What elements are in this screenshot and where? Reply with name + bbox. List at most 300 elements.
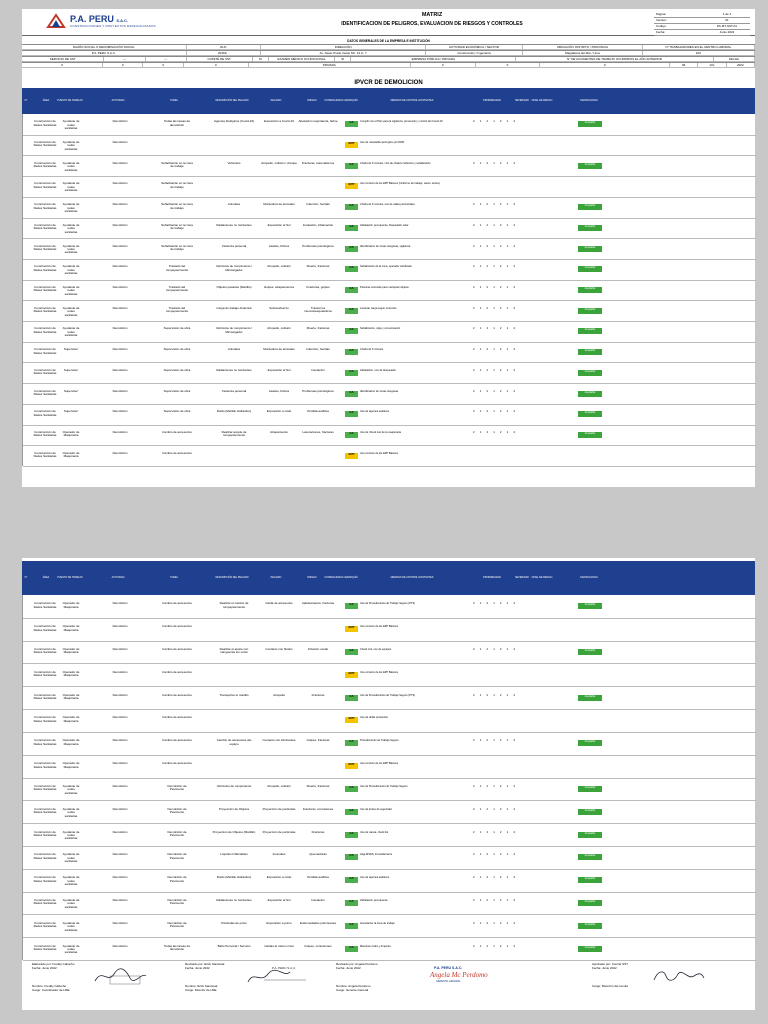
area-cell: Construcción de Redes Sanitarias [33,830,57,837]
activity-cell: Demolición [112,223,128,227]
hierarchy-tag: CA [345,649,358,655]
control-measure-cell: Uso de lentes de seguridad [360,807,392,811]
significance-badge: Aceptable [578,204,602,210]
score-cell: 2 1 2 1 2 1 4 [473,648,518,652]
area-cell: Construcción de Redes Sanitarias [33,876,57,883]
consequence-cell: Fracturas, traumatismos [301,161,335,165]
task-cell: Cambio de accesorios [162,739,192,743]
hazard-table [22,595,756,960]
control-measure-cell: Uso de tapones auditivos [360,410,390,414]
score-cell: 2 1 2 1 2 1 4 [473,306,518,310]
puesto-cell: Ayudante de redes sanitarias [62,306,80,317]
table-row [23,280,756,302]
score-cell: 2 1 2 1 2 1 4 [473,784,518,788]
risk-cell: Mordedura de animales [263,203,295,207]
hierarchy-tag: CA [345,121,358,127]
task-cell: Todas las tareas de demolición [163,944,190,951]
table-row [23,342,756,364]
control-measure-cell: Uso de Procedimiento de Trabajo Seguro (PTS) [360,602,416,606]
area-cell: Construcción de Redes Sanitarias [33,716,57,723]
control-measure-cell: Mantener orden y limpieza [360,944,391,948]
puesto-cell: Operador de Maquinaria [62,602,80,609]
consequence-cell: Pérdida auditiva [307,876,329,880]
area-cell: Construcción de Redes Sanitarias [33,944,57,951]
puesto-cell: Ayudante de redes sanitarias [62,944,80,955]
significance-badge: Aceptable [578,854,602,860]
risk-cell: Atropello, colisión [267,265,291,269]
task-cell: Supervisión de obra [163,389,191,393]
consequence-cell: Irritación ocular [307,648,329,652]
puesto-cell: Ayudante de redes sanitarias [62,921,80,932]
column-header: PUESTO DE TRABAJO [57,576,83,579]
stamp-3-company: P.A. PERU S.A.C. [434,966,463,970]
hazard-cell: Agentes biológicos (Covid-19) [213,120,255,124]
column-header: PROBABILIDAD [483,576,501,579]
consequence-cell: Infección, heridas [306,348,330,352]
puesto-cell: Operador de Maquinaria [62,648,80,655]
activity-cell: Demolición [112,285,128,289]
area-cell: Construcción de Redes Sanitarias [33,784,57,792]
score-cell: 2 1 2 1 2 1 4 [473,348,518,352]
hazard-cell: Carga de trabajo dinámica [216,306,252,310]
consequence-cell: Insolación, inflamación [302,223,334,227]
risk-cell: Atrapamiento [270,430,288,434]
score-cell: 2 1 2 1 2 1 4 [473,368,518,372]
area-cell: Construcción de Redes Sanitarias [33,739,57,746]
hierarchy-tag: CA [345,603,358,609]
activity-cell: Demolición [112,120,128,124]
column-header: TAREA [170,576,178,579]
significance-badge: Aceptable [578,740,602,746]
signature-revisado-2: Revisado por: Angela Perdomo Fecha: Junio 2022 Nombre: Angela Perdomo Cargo: Gerente General [336,962,378,992]
risk-cell: Atropello, colisión [267,784,291,788]
consequence-cell: Fracturas, golpes [306,285,330,289]
table-row [23,155,756,177]
column-header: CONSECUENCIA [324,99,344,102]
table-row [23,404,756,426]
puesto-cell: Ayudante de redes sanitarias [62,244,80,255]
significance-badge: Aceptable [578,786,602,792]
control-measure-cell: Hidratación permanente, bloqueador solar [360,223,409,227]
control-measure-cell: Señalización, vigía y comunicación [360,327,401,331]
significance-badge: Aceptable [578,603,602,609]
hazard-cell: Objetos pesados (Martillo) [216,285,252,289]
table-row [23,300,756,322]
significance-badge: Aceptable [578,225,602,231]
control-measure-cell: Hoja MSDS, kit antiderrame [360,853,393,857]
significance-badge: Aceptable [578,308,602,314]
column-header: PUESTO DE TRABAJO [57,99,83,102]
significance-badge: Aceptable [578,695,602,701]
puesto-cell: Ayudante de redes sanitarias [62,223,80,234]
table-header [22,88,755,114]
signature-aprobado: Aprobado por: Comité SST Fecha: Junio 2022 Cargo: Miembro del comité [592,962,629,988]
activity-cell: Demolición [112,853,128,857]
hazard-cell: Ruido (Martillo Hidráulico) [216,876,252,880]
control-measure-cell: Humedecer la zona de trabajo [360,921,395,925]
puesto-cell: Ayudante de redes sanitarias [62,830,80,841]
activity-cell: Demolición [112,670,128,674]
general-row-2: P.A. PERU S.A.C. 20469... Av. Javier Prado Oeste Mz. 13 Lt. 7 Construcción / Ingeniería Magdalena del Mar / Lima 100 [22,50,755,56]
consequence-cell: Fracturas, contusiones [302,807,334,811]
activity-cell: Demolición [112,451,128,455]
task-cell: Traslado del rompepavimento [165,285,189,293]
hierarchy-tag: CA [345,854,358,860]
table-row [23,846,756,870]
table-row [23,618,756,642]
puesto-cell: Operador de Maquinaria [62,670,80,678]
activity-cell: Demolición [112,389,128,393]
risk-cell: Sobreesfuerzo [269,306,289,310]
control-measure-cell: Uso de tapones auditivos [360,876,390,880]
risk-cell: Contacto con lubricantes [262,739,296,743]
control-measure-cell: Uso correcto de los EPP Básicos [360,625,399,629]
table-row [23,686,756,710]
score-cell: 2 1 2 1 2 1 4 [473,944,518,948]
significance-badge: Aceptable [578,266,602,272]
control-measure-cell: Uso de doble protección [360,716,388,720]
activity-cell: Demolición [112,410,128,414]
score-cell: 2 1 2 1 2 1 4 [473,430,518,434]
hierarchy-tag: CA [345,163,358,169]
ipvcr-title: IPVCR DE DEMOLICION [354,80,423,86]
table-row [23,321,756,343]
puesto-cell: Ayudante de redes sanitarias [62,784,80,795]
puesto-cell: Operador de Maquinaria [62,625,80,632]
task-cell: Señalización en la zona de trabajo [161,244,193,251]
task-cell: Demolición de Pavimento [167,830,187,837]
risk-cell: Exposición al Sol [267,898,291,902]
consequence-cell: Muerte, fracturas [306,265,330,269]
significance-badge: Aceptable [578,287,602,293]
control-measure-cell: Charla de 5 minutos. Uso de chaleco reflectivo y señalización [360,161,431,165]
table-row [23,914,756,938]
column-header: JERARQUÍA [344,99,358,102]
column-header: ÁREA [42,99,50,102]
score-cell: 2 1 2 1 2 1 4 [473,876,518,880]
hazard-cell: Proyección de Objetos [218,807,250,811]
activity-cell: Demolición [112,739,128,743]
score-cell: 2 1 2 1 2 1 4 [473,120,518,124]
consequence-cell: Muerte, fracturas [306,784,330,788]
table-row [23,197,756,219]
consequence-cell: Golpes, contusiones [304,944,332,948]
hierarchy-tag: CA [345,832,358,838]
area-cell: Construcción de Redes Sanitarias [33,853,57,860]
significance-badge: Aceptable [578,163,602,169]
hierarchy-tag: EPP [345,453,358,459]
task-cell: Supervisión de obra [163,368,191,372]
activity-cell: Demolición [112,944,128,948]
area-cell: Construcción de Redes Sanitarias [33,670,57,678]
company-name: P.A. PERU S.A.C. [70,14,129,24]
company-logo [46,13,156,31]
column-header: ÁREA [42,576,50,579]
hierarchy-tag: CA [345,740,358,746]
hazard-cell: Vehículos [227,161,241,165]
task-cell: Señalización en la zona de trabajo [161,223,193,231]
table-row [23,937,756,961]
hierarchy-tag: CA [345,308,358,314]
control-measure-cell: Uso de careta, check list [360,830,389,834]
area-cell: Construcción de Redes Sanitarias [33,410,57,417]
area-cell: Construcción de Redes Sanitarias [33,161,57,169]
task-cell: Supervisión de obra [163,410,191,414]
task-cell: Cambio de accesorios [162,602,192,606]
puesto-cell: Ayudante de redes sanitarias [62,285,80,296]
stamp-2-text: P.A. PERU S.A.C. [272,966,296,970]
consequence-cell: Laceraciones, fracturas [302,430,334,434]
puesto-cell: Ayudante de redes sanitarias [62,898,80,909]
hierarchy-tag: CA [345,225,358,231]
consequence-cell: Enfermedades pulmonares [299,921,337,925]
risk-cell: Golpes, atrapamientos [263,285,295,289]
puesto-cell: Ayudante de redes sanitarias [62,161,80,172]
activity-cell: Demolición [112,244,128,248]
area-cell: Construcción de Redes Sanitarias [33,265,57,272]
consequence-cell: Infección, heridas [306,203,330,207]
consequence-cell: Pérdida auditiva [307,410,329,414]
puesto-cell: Ayudante de redes sanitarias [62,807,80,818]
puesto-cell: Operador de Maquinaria [62,739,80,746]
area-cell: Construcción de Redes Sanitarias [33,602,57,609]
general-row-4: 0 0 0 0 PRIVADA 0 0 0 06 JUL 2022 [22,62,755,68]
puesto-cell: Supervisor [63,348,79,352]
column-header: DESCRIPCIÓN DEL PELIGRO [215,576,249,579]
consequence-cell: Quemaduras [309,853,327,857]
meta-row: Version: 01 [654,18,750,24]
document-header [22,9,755,36]
significance-badge: Aceptable [578,432,602,438]
task-cell: Señalización en la zona de trabajo [161,203,193,210]
control-measure-cell: Hidratación permanente [360,898,388,902]
consequence-cell: Problemas psicológicos [302,389,334,393]
table-row [23,218,756,240]
control-measure-cell: Uso de mascarilla quirúrgica y/o KN95 [360,141,405,145]
consequence-cell: Problemas psicológicos [302,244,334,248]
score-cell: 2 1 2 1 2 1 4 [473,830,518,834]
table-row [23,425,756,447]
puesto-cell: Operador de Maquinaria [62,693,80,701]
significance-badge: Aceptable [578,923,602,929]
column-header: JERARQUÍA [344,576,358,579]
hazard-cell: Ruido (Martillo Hidráulico) [216,410,252,414]
column-header: SEVERIDAD [515,99,529,102]
signature-3-stamp [394,964,504,988]
risk-cell: Exposición a Covid-19 [264,120,294,124]
signature-1-image [90,966,150,986]
hierarchy-tag: CA [345,266,358,272]
task-cell: Cambio de accesorios [162,693,192,697]
significance-badge: Aceptable [578,411,602,417]
column-header: PROBABILIDAD [483,99,501,102]
risk-cell: Exposición a ruido [266,410,292,414]
document-subtitle: IDENTIFICACION DE PELIGROS, EVALUACION DE RIESGOS Y CONTROLES [341,21,523,27]
area-cell: Construcción de Redes Sanitarias [33,120,57,127]
task-cell: Cambio de accesorios [162,762,192,766]
significance-badge: Aceptable [578,246,602,252]
signature-block [22,962,755,992]
consequence-cell: Fracturas [311,830,325,834]
hierarchy-tag: EPP [345,763,358,769]
significance-badge: Aceptable [578,809,602,815]
hierarchy-tag: CA [345,900,358,906]
hierarchy-tag: CA [345,370,358,376]
risk-cell: Exposición a ruido [266,876,292,880]
area-cell: Construcción de Redes Sanitarias [33,921,57,929]
area-cell: Construcción de Redes Sanitarias [33,223,57,231]
control-measure-cell: Uso correcto de los EPP Básicos (Uniforme de trabajo, casco, lentes) [360,182,440,186]
consequence-cell: Insolación [311,898,325,902]
risk-cell: Atropello [273,693,285,697]
area-cell: Construcción de Redes Sanitarias [33,389,57,396]
area-cell: Construcción de Redes Sanitarias [33,182,57,189]
task-cell: Demolición de Pavimento [167,853,187,860]
significance-badge: Aceptable [578,946,602,952]
column-header: ACTIVIDAD [111,576,125,579]
table-row [23,259,756,281]
hazard-cell: Proyección de Objetos (Martillo) [212,830,256,834]
area-cell: Construcción de Redes Sanitarias [33,306,57,314]
table-row [23,362,756,384]
column-header: RIESGO [307,99,317,102]
score-cell: 2 1 2 1 2 1 4 [473,244,518,248]
general-data-title: DATOS GENERALES DE LA EMPRESA E INSTITUCIÓN [347,39,430,43]
hazard-cell: Líquidos Inflamables [220,853,248,857]
hierarchy-tag: CA [345,877,358,883]
control-measure-cell: Señalización de la zona, operador certificado [360,265,412,269]
activity-cell: Demolición [112,430,128,434]
hierarchy-tag: CA [345,946,358,952]
task-cell: Cambio de accesorios [162,670,192,674]
activity-cell: Demolición [112,327,128,331]
general-data [22,39,755,83]
risk-cell: Atropello, colisión / choque [261,161,297,165]
table-row [23,663,756,687]
consequence-cell: Muerte, fracturas [306,327,330,331]
consequence-cell: Golpes, fracturas [306,739,330,743]
task-cell: Demolición de Pavimento [167,876,187,883]
consequence-cell: Aplastamiento, fracturas [301,602,335,606]
score-cell: 2 1 2 1 2 1 4 [473,693,518,697]
score-cell: 2 1 2 1 2 1 4 [473,739,518,743]
control-measure-cell: Cumplir con el Plan para la vigilancia, prevención y control del Covid-19 [360,120,443,124]
meta-row: Codigo: PA-MT-SST-01 [654,24,750,30]
activity-cell: Demolición [112,625,128,629]
area-cell: Construcción de Redes Sanitarias [33,693,57,701]
area-cell: Construcción de Redes Sanitarias [33,625,57,632]
table-row [23,732,756,756]
area-cell: Construcción de Redes Sanitarias [33,285,57,293]
activity-cell: Demolición [112,921,128,925]
task-cell: Demolición de Pavimento [167,921,187,929]
significance-badge: Aceptable [578,328,602,334]
task-cell: Demolición de Pavimento [167,898,187,906]
hazard-cell: Vehículos de rompimiento / Minicargador [215,327,253,334]
meta-row: Fecha: Junio 2022 [654,30,750,36]
task-cell: Traslado del rompepavimento [165,306,189,314]
score-cell: 2 1 2 1 2 1 4 [473,602,518,606]
hierarchy-tag: CA [345,432,358,438]
table-row [23,641,756,665]
score-cell: 2 1 2 1 2 1 4 [473,203,518,207]
matrix-sheet-1 [22,9,755,487]
risk-cell: Exposición al Sol [267,223,291,227]
hierarchy-tag: CA [345,786,358,792]
score-cell: 2 1 2 1 2 1 4 [473,161,518,165]
column-header: SEVERIDAD [515,576,529,579]
puesto-cell: Operador de Maquinaria [62,716,80,723]
score-cell: 2 1 2 1 2 1 4 [473,921,518,925]
table-row [23,135,756,157]
hazard-cell: Violencia personal [221,389,247,393]
risk-cell: Asaltos, Robos [268,244,290,248]
column-header: ACTIVIDAD [111,99,125,102]
consequence-cell: Fracturas [311,693,325,697]
puesto-cell: Ayudante de redes sanitarias [62,203,80,213]
document-meta [654,12,750,36]
area-cell: Construcción de Redes Sanitarias [33,898,57,906]
score-cell: 2 1 2 1 2 1 4 [473,327,518,331]
area-cell: Construcción de Redes Sanitarias [33,244,57,251]
activity-cell: Demolición [112,141,128,145]
hazard-cell: Violencia personal [221,244,247,248]
hierarchy-tag: EPP [345,672,358,678]
hierarchy-tag: EPP [345,142,358,148]
activity-cell: Demolición [112,182,128,186]
table-row [23,755,756,779]
puesto-cell: Operador de Maquinaria [62,762,80,769]
puesto-cell: Ayudante de redes sanitarias [62,876,80,886]
task-cell: Todas las tareas de demolición [163,120,190,127]
activity-cell: Demolición [112,693,128,697]
hierarchy-tag: CA [345,349,358,355]
table-row [23,800,756,824]
task-cell: Traslado del rompepavimento [165,265,189,272]
stamp-3-role: GERENTE GENERAL [436,980,461,983]
document-title: MATRIZ [421,12,443,18]
activity-cell: Demolición [112,368,128,372]
task-cell: Señalización en la zona de trabajo [161,182,193,189]
control-measure-cell: Charla de 5 minutos, uso de vallas perimetrales [360,203,415,207]
control-measure-cell: Uso de Procedimiento de Trabajo Seguro [360,784,408,788]
activity-cell: Demolición [112,306,128,310]
score-cell: 2 1 2 1 2 1 4 [473,285,518,289]
control-measure-cell: Uso de Procedimiento de Trabajo Seguro (PTS) [360,693,416,697]
control-measure-cell: Check List, uso de equipos [360,648,392,652]
area-cell: Construcción de Redes Sanitarias [33,203,57,210]
puesto-cell: Supervisor [63,389,79,393]
puesto-cell: Supervisor [63,368,79,372]
hazard-cell: Baño Personal / Servicio [217,944,251,948]
signature-revisado-1: Revisado por: Erick Sandoval Fecha: Junio 2022 Nombre: Erick Sandoval Cargo: Director de HSE [185,962,225,992]
score-cell: 2 1 2 1 2 1 4 [473,410,518,414]
column-header: RIESGO [307,576,317,579]
activity-cell: Demolición [112,265,128,269]
activity-cell: Demolición [112,648,128,652]
significance-badge: Aceptable [578,391,602,397]
matrix-sheet-2 [22,558,755,1010]
column-header: MEDIDAS DE CONTROL EXISTENTES [390,576,434,579]
column-header: NIVEL DE RIESGO [531,576,553,579]
column-header: PELIGRO [270,99,282,102]
significance-badge: Aceptable [578,877,602,883]
hazard-cell: Animales [227,348,241,352]
table-row [23,709,756,733]
task-cell: Señalización en la zona de trabajo [161,161,193,169]
table-row [23,445,756,467]
score-cell: 2 1 2 1 2 1 4 [473,223,518,227]
